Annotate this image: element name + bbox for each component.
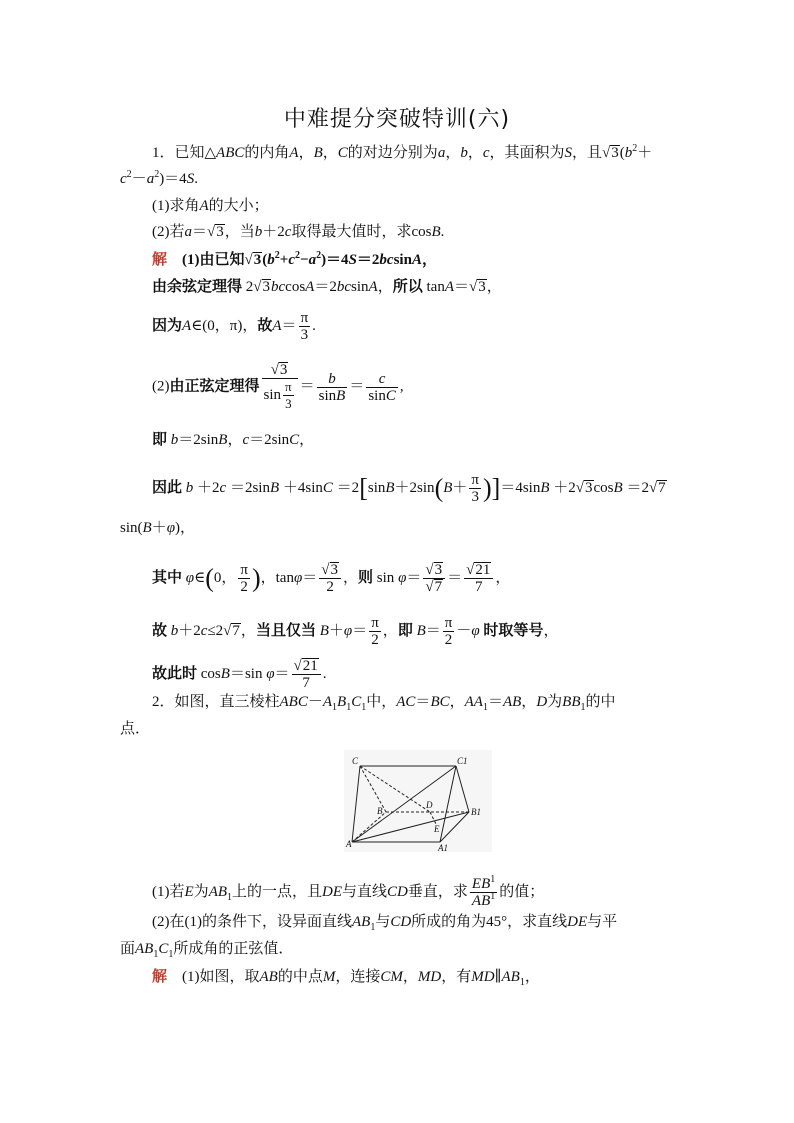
solution1-step9: 故 b＋2c≤2√7，当且仅当 B＋φ＝ $\frac{\pi}{2}$ ，即 B＝ $\frac{\pi}{2}$ －φ 时取等号， <box>152 615 559 648</box>
problem2-question2a: (2)在(1)的条件下，设异面直线$AB_1$与CD所成的角为45°，求直线DE与平 <box>152 914 618 933</box>
solution1-step2: 由余弦定理得 2√3bccosA＝2bcsinA，所以 tanA＝√3， <box>152 279 502 295</box>
problem1-line1: 1．已知△ABC的内角A，B，C的对边分别为a，b，c，其面积为S，且$√3(b^2+$ <box>152 143 653 161</box>
problem2-question1: (1)若E为$AB_1$上的一点，且DE与直线CD垂直，求 $\frac{EB^1}{AB^1}$ 的值； <box>152 874 545 909</box>
label-c1: C1 <box>457 756 468 766</box>
solution1-step5: 即 b＝2sinB，c＝2sinC， <box>152 432 315 448</box>
problem2-line1: 2．如图，直三棱柱$ABC-A_1B_1C_1$中，AC＝BC，$AA_1=AB$，D为$BB_1$的中 <box>152 694 616 713</box>
label-c: C <box>352 756 359 766</box>
label-a: A <box>346 839 352 849</box>
solution1-step1: 解 (1)由已知$√3(b^2+c^2-a^2)=4S=2bcsinA$， <box>152 250 437 268</box>
label-a1: A1 <box>438 843 448 852</box>
label-d: D <box>426 800 433 810</box>
solution1-step7: sin(B＋φ)， <box>120 520 195 536</box>
problem1-line2: $c^2-a^2)=4S$. <box>120 169 198 187</box>
solution1-step8: 其中 φ∈(0， $\frac{\pi}{2}$ )，tanφ＝ $\frac{√3}{2}$ ，则 sin φ＝ $\frac{√3}{√7}$ ＝ $\frac{√21}{7}$ ， <box>152 562 511 595</box>
solution1-step3: 因为A∈(0，π)，故A＝ $\frac{\pi}{3}$ . <box>152 310 316 343</box>
label-b: B <box>377 806 383 816</box>
solution1-step6: 因此 b ＋2c ＝2sinB ＋4sinC ＝2[sinB＋2sin(B＋ $\frac{\pi}{3}$ )]＝4sinB ＋2√3cosB ＝2√7 <box>152 472 666 505</box>
problem2-question2b: 面$AB_1C_1$所成角的正弦值． <box>120 941 294 960</box>
label-e: E <box>434 824 440 834</box>
problem1-question1: (1)求角A的大小； <box>152 198 269 214</box>
prism-figure <box>344 750 492 852</box>
problem2-line2: 点． <box>120 721 151 737</box>
problem1-question2: (2)若a＝√3，当b＋2c取得最大值时，求cosB. <box>152 224 445 240</box>
solution1-step10: 故此时 cosB＝sin φ＝ $\frac{√21}{7}$ . <box>152 658 327 691</box>
page-title: 中难提分突破特训(六) <box>283 107 511 132</box>
solution2-step1: 解 (1)如图，取AB的中点M，连接CM，MD，有$MD\parallel AB_1$， <box>152 969 540 988</box>
solution-label: 解 <box>152 252 168 268</box>
figure-background <box>344 750 492 852</box>
solution-label: 解 <box>152 969 168 985</box>
label-b1: B1 <box>471 807 481 817</box>
solution1-step4: (2)由正弦定理得 √3 sin $\frac{\pi}{3}$ ＝ $\frac{b}{\sin B}$ ＝ $\frac{c}{\sin C}$ , <box>152 362 404 411</box>
